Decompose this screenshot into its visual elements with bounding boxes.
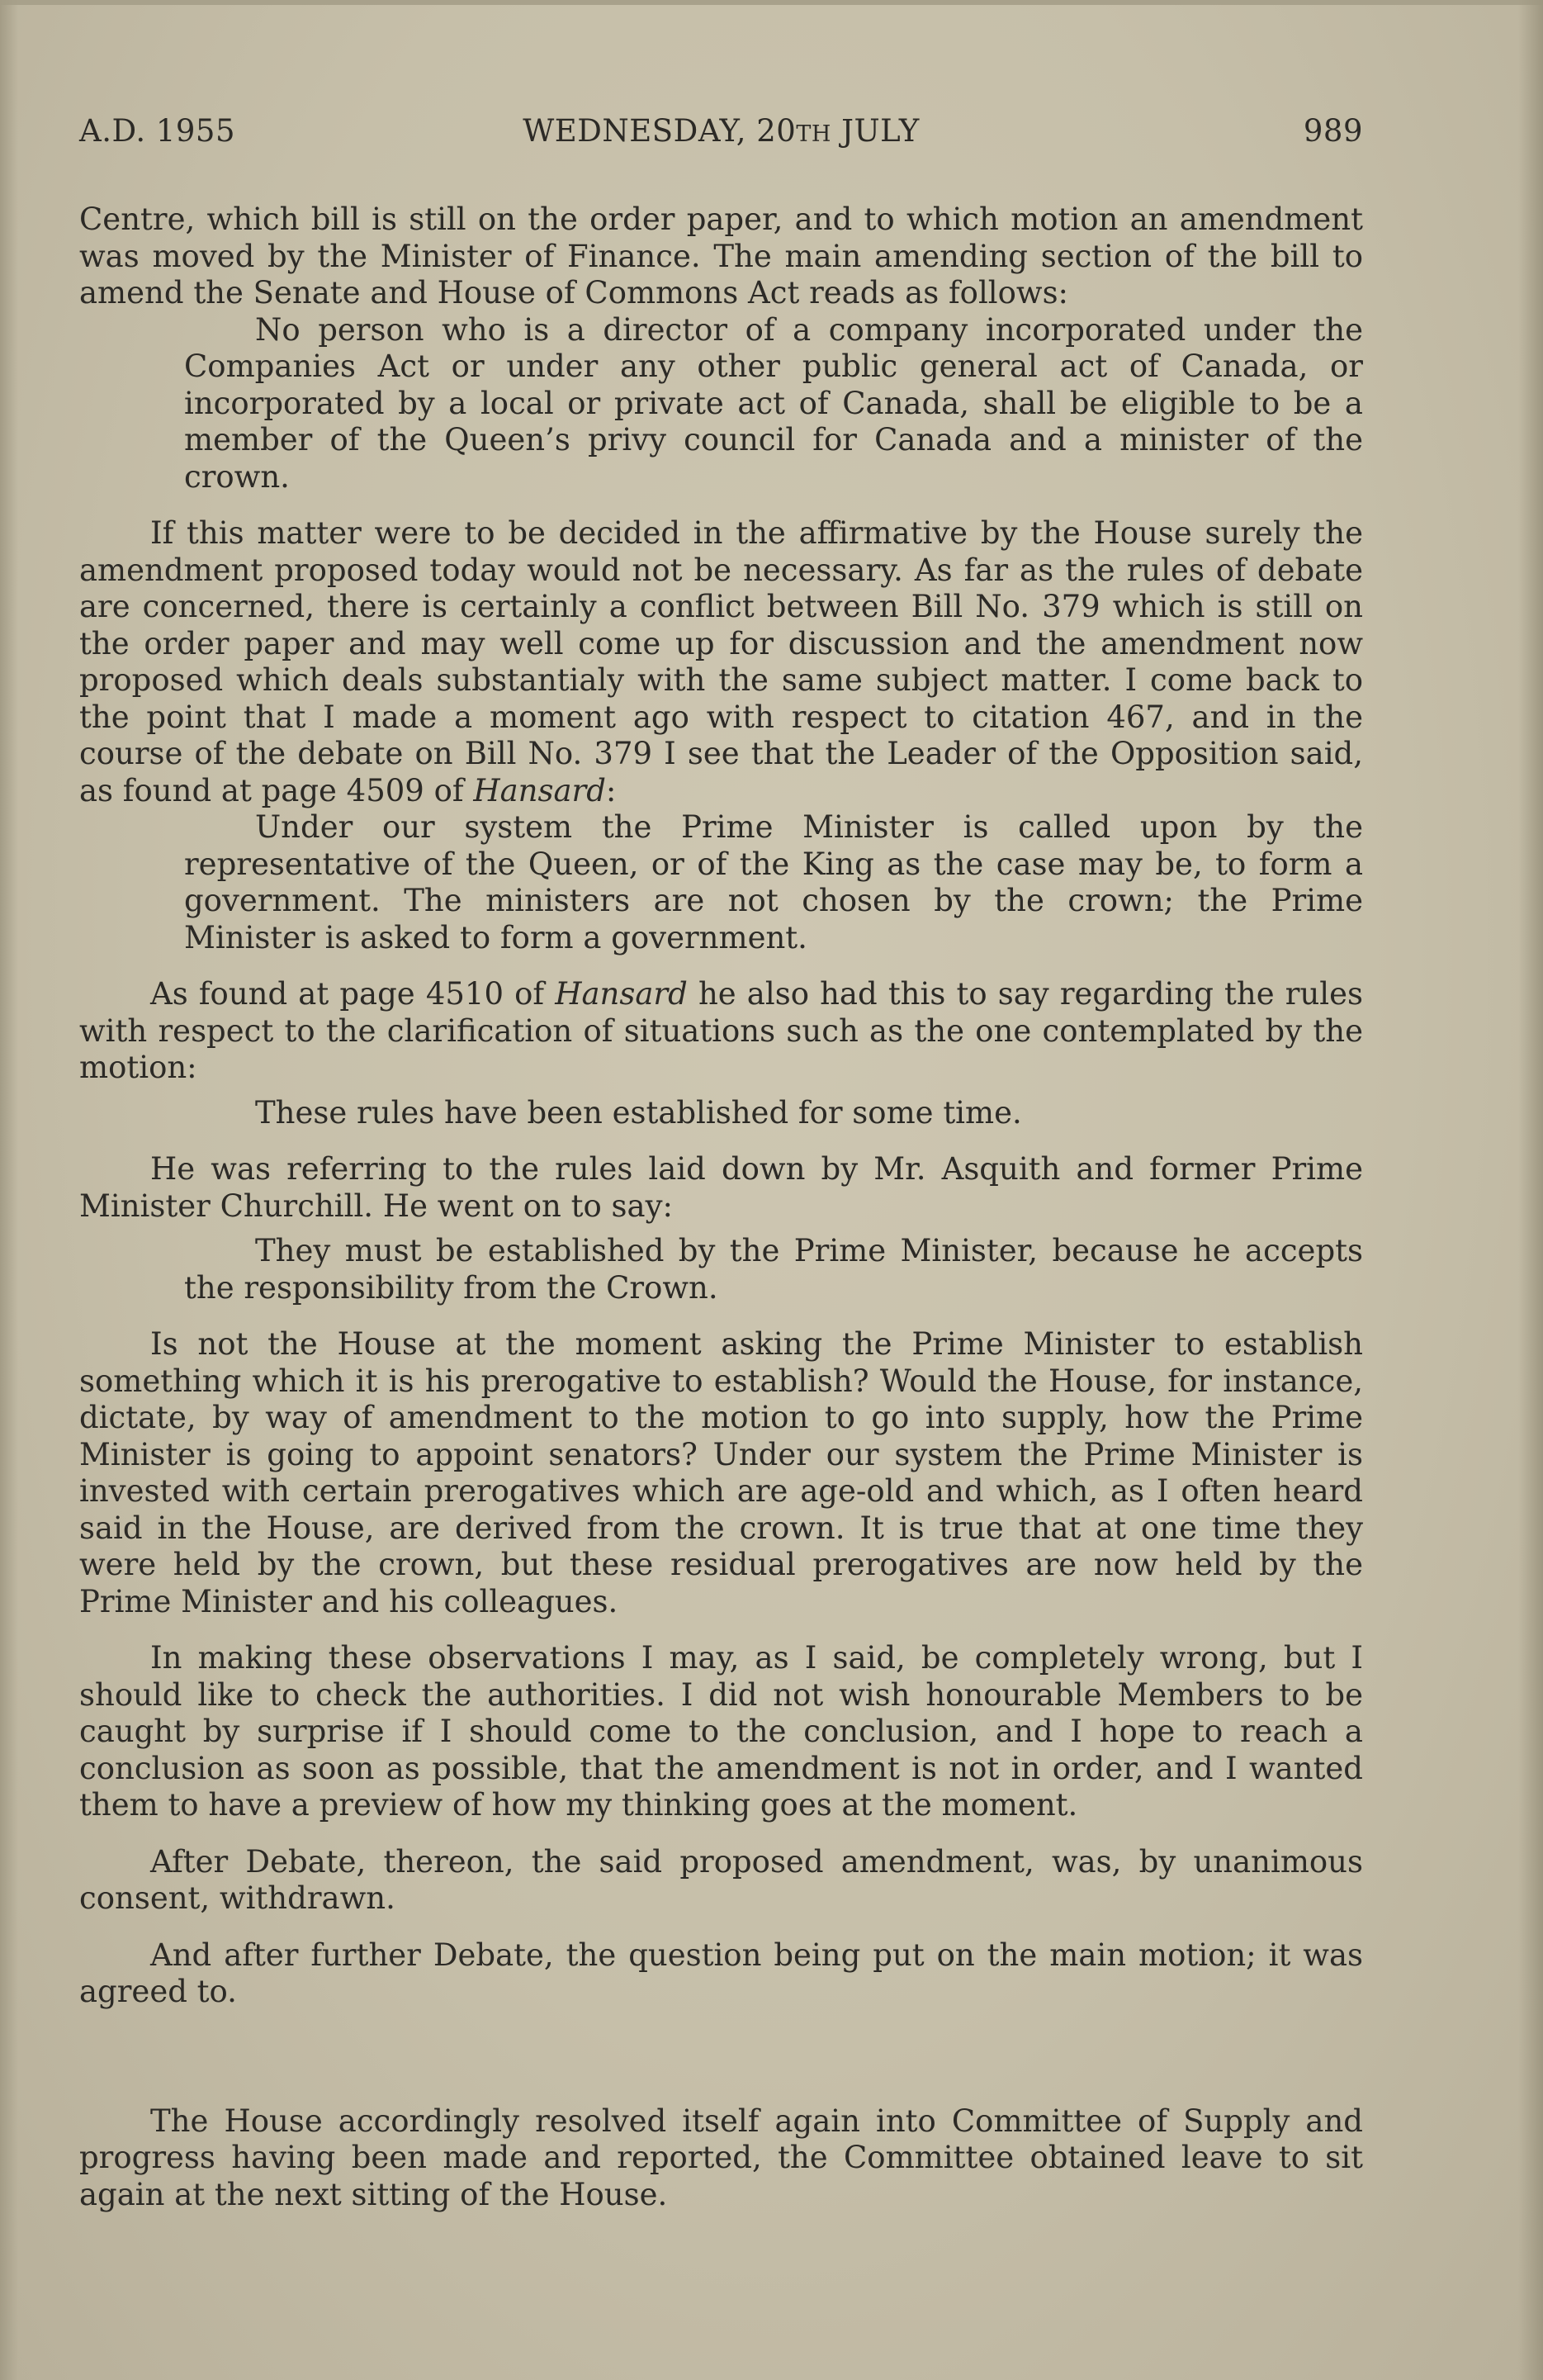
header-date-ordinal: TH (796, 121, 831, 147)
running-header (79, 111, 1363, 152)
paragraph-7: After Debate, thereon, the said proposed amendment, was, by unanimous consent, withdrawn. (79, 1843, 1363, 1916)
paragraph-6: In making these observations I may, as I said, be completely wrong, but I should like to check the authorities. I did not wish honourable Members to be caught by surprise if I should come to the conclusion, and I hope to reach a conclusion as soon as possible, that the amendment is not in order, and I wanted them to have a preview of how my thinking goes at the moment. (79, 1640, 1363, 1823)
paragraph-3-start: As found at page 4510 of (150, 976, 556, 1012)
quotation-3: These rules have been established for some time. (255, 1094, 1022, 1131)
quotation-1: No person who is a director of a company incorporated under the Companies Act or under any other public general act of Canada, or incorporated by a local or private act of Canada, shall be eligible to be a member of the Queen’s privy council for Canada and a minister of the crown. (184, 311, 1363, 495)
paragraph-5: Is not the House at the moment asking the Prime Minister to establish something which it is his prerogative to establish? Would the House, for instance, dictate, by way of amendment to the motion to go into supply, how the Prime Minister is going to appoint senators? Under our system the Prime Minister is invested with certain prerogatives which are age-old and which, as I often heard said in the House, are derived from the crown. It is true that at one time they were held by the crown, but these residual prerogatives are now held by the Prime Minister and his colleagues. (79, 1326, 1363, 1619)
header-date (79, 111, 1363, 155)
paragraph-2-end: : (605, 772, 617, 808)
paragraph-3-end: he also had this to say regarding the rules with respect to the clarification of situations such as the one contemplated by the motion: (79, 976, 1363, 1085)
paragraph-2-text: If this matter were to be decided in the affirmative by the House surely the amendment proposed today would not be necessary. As far as the rules of debate are concerned, there is certainly a conflict between Bill No. 379 which is still on the order paper and may well come up for discussion and the amendment now proposed which deals substantialy with the same subject matter. I come back to the point that I made a moment ago with respect to citation 467, and in the course of the debate on Bill No. 379 I see that the Leader of the Opposition said, as found at page 4509 of (79, 515, 1363, 808)
header-year: A.D. 1955 (79, 113, 236, 149)
page-right-edge (1518, 0, 1543, 2380)
paragraph-8: And after further Debate, the question being put on the main motion; it was agreed to. (79, 1937, 1363, 2009)
page-body (79, 201, 1363, 2213)
paragraph-9: The House accordingly resolved itself again into Committee of Supply and progress having been made and reported, the Committee obtained leave to sit again at the next sitting of the House. (79, 2103, 1363, 2212)
paragraph-4: He was referring to the rules laid down by Mr. Asquith and former Prime Minister Churchill. He went on to say: (79, 1151, 1363, 1224)
page-left-edge (0, 0, 18, 2380)
page-top-edge (0, 0, 1543, 5)
page-number: 989 (1303, 113, 1363, 149)
paragraph-3 (79, 976, 1363, 1087)
quotation-2: Under our system the Prime Minister is called upon by the representative of the Queen, or of the King as the case may be, to form a government. The ministers are not chosen by the crown; the Prime Minister is asked to form a government. (184, 809, 1363, 955)
paragraph-2 (79, 515, 1363, 809)
paragraph-3-italic: Hansard (555, 976, 688, 1012)
header-date-prefix: WEDNESDAY, 20 (523, 113, 797, 149)
paragraph-2-italic: Hansard (473, 772, 606, 808)
quotation-4: They must be established by the Prime Minister, because he accepts the responsibility from the Crown. (184, 1233, 1363, 1306)
header-date-suffix: JULY (831, 113, 920, 149)
paragraph-1: Centre, which bill is still on the order paper, and to which motion an amendment was moved by the Minister of Finance. The main amending section of the bill to amend the Senate and House of Commons Act reads as follows: (79, 201, 1363, 311)
